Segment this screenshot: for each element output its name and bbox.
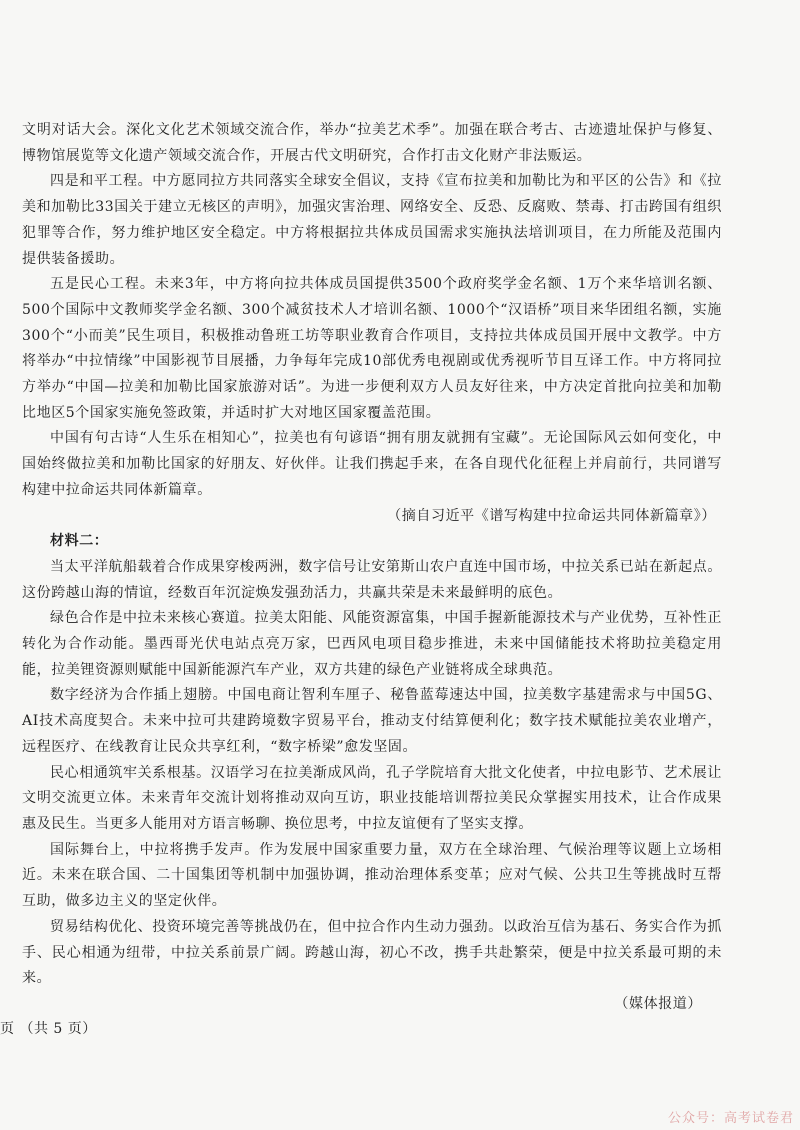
page-footer: 页 （共 5 页） bbox=[0, 1021, 97, 1037]
paragraph: 文明对话大会。深化文化艺术领域交流合作，举办“拉美艺术季”。加强在联合考古、古迹遗址保护与修复、博物馆展览等文化遗产领域交流合作，开展古代文明研究，合作打击文化财产非法贩运。 bbox=[22, 122, 722, 164]
paragraph: 当太平洋航船载着合作成果穿梭两洲，数字信号让安第斯山农户直连中国市场，中拉关系已站在新起点。这份跨越山海的情谊，经数百年沉淀焕发强劲活力，共赢共荣是未来最鲜明的底色。 bbox=[22, 558, 722, 601]
source-citation: （媒体报道） bbox=[614, 995, 702, 1012]
paragraph: 四是和平工程。中方愿同拉方共同落实全球安全倡议，支持《宣布拉美和加勒比为和平区的公告》和《拉美和加勒比33国关于建立无核区的声明》，加强灾害治理、网络安全、反恐、反腐败、禁毒、打击跨国有组织犯罪等合作，努力维护地区安全稳定。中方将根据拉共体成员国需求实施执法培训项目，在力所能及范围内提供装备援助。 bbox=[22, 173, 722, 267]
paragraph: 国际舞台上，中拉将携手发声。作为发展中国家重要力量，双方在全球治理、气候治理等议题上立场相近。未来在联合国、二十国集团等机制中加强协调，推动治理体系变革；应对气候、公共卫生等挑战时互帮互助，做多边主义的坚定伙伴。 bbox=[22, 841, 722, 910]
paragraph: 绿色合作是中拉未来核心赛道。拉美太阳能、风能资源富集，中国手握新能源技术与产业优势，互补性正转化为合作动能。墨西哥光伏电站点亮万家，巴西风电项目稳步推进，未来中国储能技术将助拉美稳定用能，拉美锂资源则赋能中国新能源汽车产业，双方共建的绿色产业链将成全球典范。 bbox=[22, 610, 722, 678]
paragraph: 五是民心工程。未来3年，中方将向拉共体成员国提供3500个政府奖学金名额、1万个来华培训名额、500个国际中文教师奖学金名额、300个减贫技术人才培训名额、1000个“汉语桥”项目来华团组名额，实施300个“小而美”民生项目，积极推动鲁班工坊等职业教育合作项目，支持拉共体成员国开展中文教学。中方将举办“中拉情缘”中国影视节目展播，力争每年完成10部优秀电视剧或优秀视听节目互译工作。中方将同拉方举办“中国—拉美和加勒比国家旅游对话”。为进一步便利双方人员友好往来，中方决定首批向拉美和加勒比地区5个国家实施免签政策，并适时扩大对地区国家覆盖范围。 bbox=[22, 276, 722, 421]
section-heading: 材料二： bbox=[50, 533, 109, 550]
material-two bbox=[22, 555, 722, 1018]
paragraph: 民心相通筑牢关系根基。汉语学习在拉美渐成风尚，孔子学院培育大批文化使者，中拉电影节、艺术展让文明交流更立体。未来青年交流计划将推动双向互访，职业技能培训帮拉美民众掌握实用技术，让合作成果惠及民生。当更多人能用对方语言畅聊、换位思考，中拉友谊便有了坚实支撑。 bbox=[22, 764, 722, 832]
document-body bbox=[22, 118, 722, 1018]
source-citation: （摘自习近平《谱写构建中拉命运共同体新篇章》） bbox=[387, 507, 716, 524]
watermark: 公众号：高考试卷君 bbox=[667, 1111, 794, 1126]
paragraph: 数字经济为合作插上翅膀。中国电商让智利车厘子、秘鲁蓝莓速达中国，拉美数字基建需求与中国5G、AI技术高度契合。未来中拉可共建跨境数字贸易平台，推动支付结算便利化；数字技术赋能拉美农业增产，远程医疗、在线教育让民众共享红利，“数字桥梁”愈发坚固。 bbox=[22, 687, 722, 755]
paragraph: 中国有句古诗“人生乐在相知心”，拉美也有句谚语“拥有朋友就拥有宝藏”。无论国际风云如何变化，中国始终做拉美和加勒比国家的好朋友、好伙伴。让我们携起手来，在各自现代化征程上并肩前行，共同谱写构建中拉命运共同体新篇章。 bbox=[22, 430, 722, 498]
paragraph: 贸易结构优化、投资环境完善等挑战仍在，但中拉合作内生动力强劲。以政治互信为基石、务实合作为抓手、民心相通为纽带，中拉关系前景广阔。跨越山海，初心不改，携手共赴繁荣，便是中拉关系最可期的未来。 bbox=[22, 918, 722, 987]
